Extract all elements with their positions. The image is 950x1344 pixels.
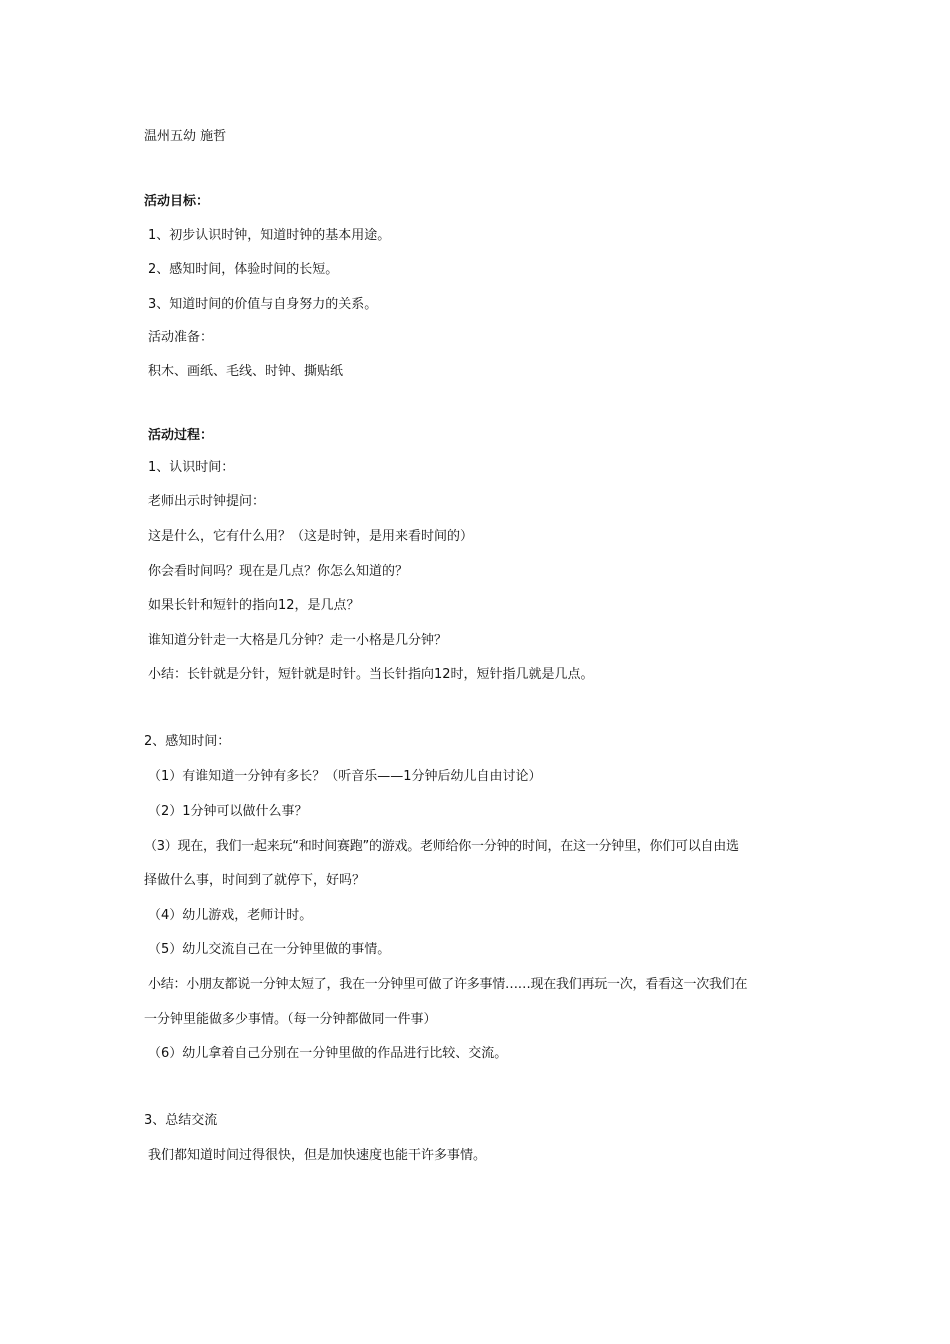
section2-title: 2、感知时间： (144, 734, 231, 749)
section1-summary: 小结：长针就是分针，短针就是时针。当长针指向12时，短针指几就是几点。 (148, 667, 594, 682)
section3-title: 3、总结交流 (144, 1113, 218, 1128)
section2-line: （6）幼儿拿着自己分别在一分钟里做的作品进行比较、交流。 (148, 1046, 508, 1061)
section1-line: 你会看时间吗？现在是几点？你怎么知道的？ (148, 564, 409, 579)
section1-line: 老师出示时钟提问： (148, 494, 266, 509)
prep-items: 积木、画纸、毛线、时钟、撕贴纸 (148, 364, 344, 379)
section2-line: 择做什么事，时间到了就停下，好吗？ (144, 873, 366, 888)
section2-line: （5）幼儿交流自己在一分钟里做的事情。 (148, 942, 391, 957)
section2-line: （3）现在，我们一起来玩“和时间赛跑”的游戏。老师给你一分钟的时间，在这一分钟里，你们可以自由选 (144, 839, 739, 854)
section2-line: （2）1分钟可以做什么事？ (148, 804, 308, 819)
goal-item: 3、知道时间的价值与自身努力的关系。 (148, 297, 378, 312)
section2-line: （4）幼儿游戏，老师计时。 (148, 908, 313, 923)
prep-heading: 活动准备： (148, 330, 214, 345)
section1-line: 这是什么，它有什么用？（这是时钟，是用来看时间的） (148, 529, 474, 544)
goal-item: 2、感知时间，体验时间的长短。 (148, 262, 339, 277)
section2-summary: 小结：小朋友都说一分钟太短了，我在一分钟里可做了许多事情……现在我们再玩一次，看看这一次我们在 (148, 977, 748, 992)
section1-line: 谁知道分针走一大格是几分钟？走一小格是几分钟？ (148, 633, 448, 648)
section3-line: 我们都知道时间过得很快，但是加快速度也能干许多事情。 (148, 1148, 487, 1163)
author-line: 温州五幼 施哲 (144, 129, 227, 144)
section1-title: 1、认识时间： (148, 460, 235, 475)
goal-item: 1、初步认识时钟，知道时钟的基本用途。 (148, 228, 391, 243)
process-heading: 活动过程： (148, 428, 214, 443)
goals-heading: 活动目标： (144, 194, 210, 209)
section2-line: （1）有谁知道一分钟有多长？（听音乐——1分钟后幼儿自由讨论） (148, 769, 542, 784)
section2-line: 一分钟里能做多少事情。（每一分钟都做同一件事） (144, 1012, 437, 1027)
section1-line: 如果长针和短针的指向12，是几点？ (148, 598, 360, 613)
